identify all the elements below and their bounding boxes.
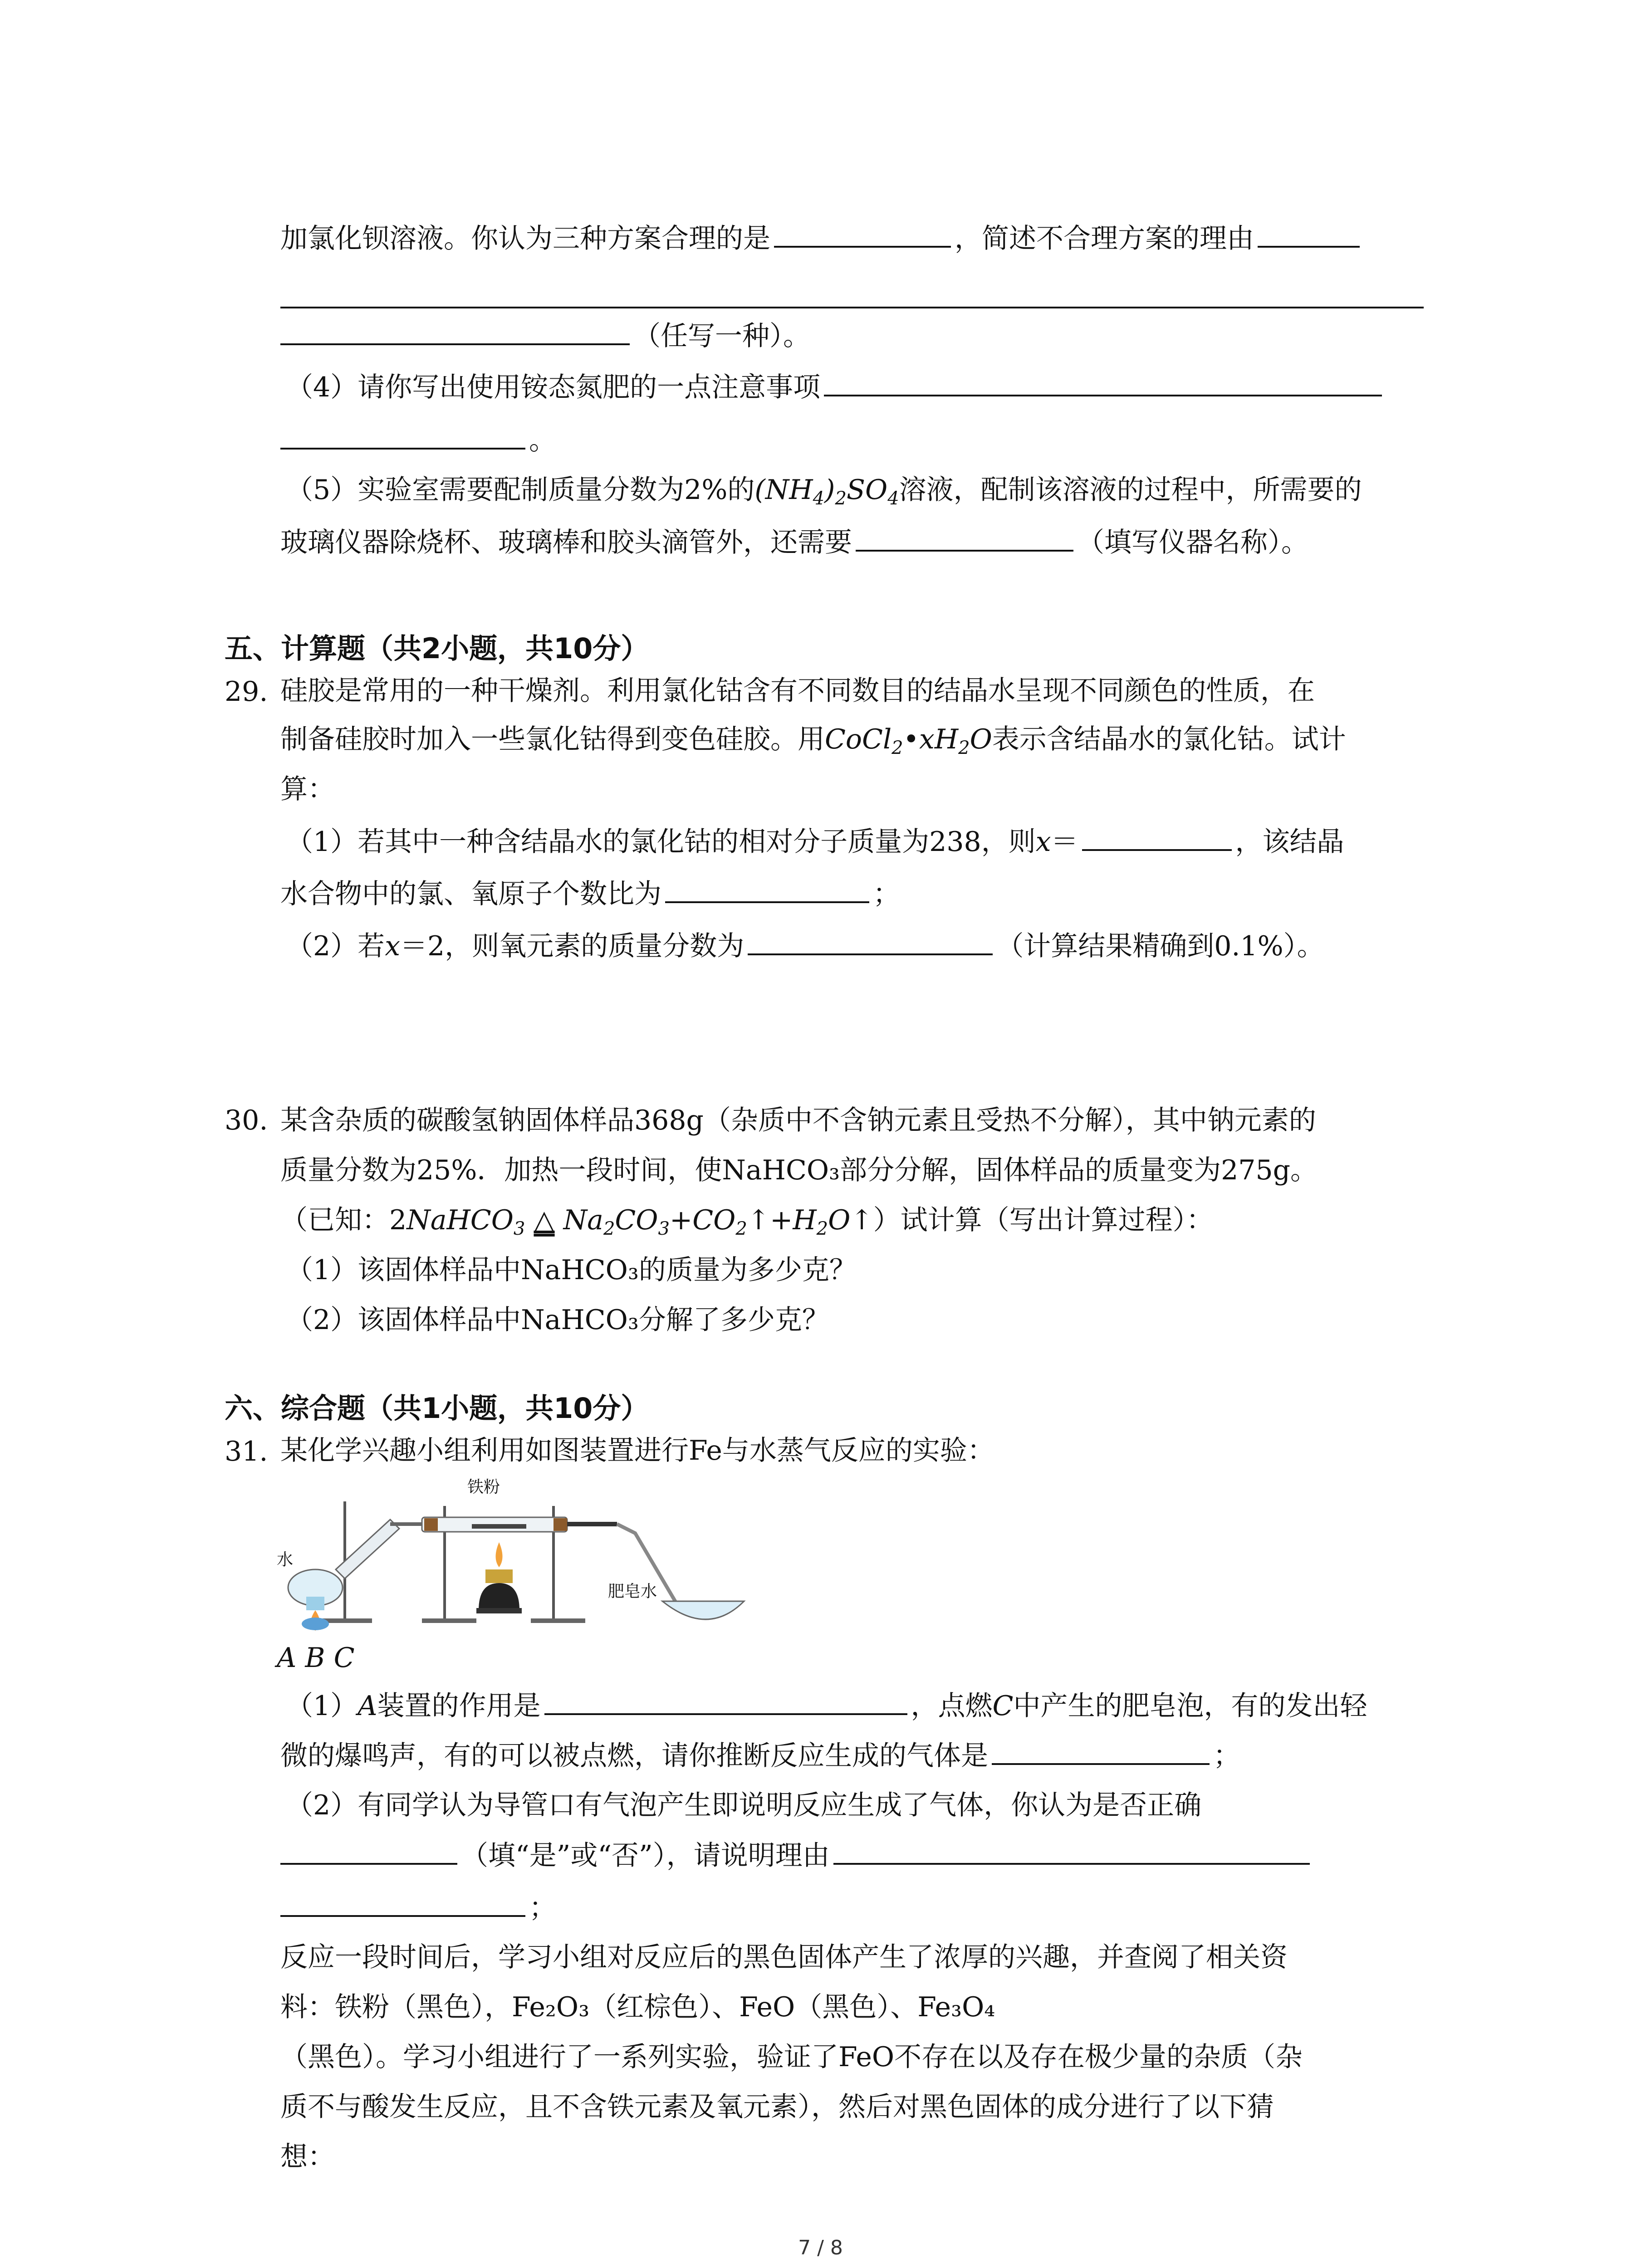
q30-line2: 质量分数为25%．加热一段时间，使NaHCO₃部分分解，固体样品的质量变为275g。: [280, 1154, 1318, 1186]
answer-blank[interactable]: [665, 873, 869, 903]
apparatus-figure: [272, 1474, 753, 1637]
answer-blank[interactable]: [1258, 218, 1360, 248]
answer-blank[interactable]: [280, 315, 630, 345]
figure-labels-abc: A B C: [277, 1642, 355, 1674]
question-number: 31.: [225, 1436, 268, 1467]
q28-part4: （4）请你写出使用铵态氮肥的一点注意事项: [286, 367, 1386, 408]
answer-blank[interactable]: [774, 218, 951, 248]
answer-blank[interactable]: [833, 1835, 1310, 1865]
q29-part1: （1）若其中一种含结晶水的氯化钴的相对分子质量为238，则x＝ ，该结晶: [286, 821, 1344, 862]
answer-blank[interactable]: [280, 1887, 525, 1917]
answer-blank[interactable]: [280, 307, 1424, 308]
q31-para1: 反应一段时间后，学习小组对反应后的黑色固体产生了浓厚的兴趣，并查阅了相关资: [280, 1941, 1288, 1973]
q31-para2: 料：铁粉（黑色），Fe₂O₃（红棕色）、FeO（黑色）、Fe₃O₄: [280, 1991, 995, 2023]
label-iron-powder: 铁粉: [467, 1478, 500, 1496]
q31-part2-end: ；: [280, 1887, 556, 1928]
answer-blank[interactable]: [748, 925, 993, 955]
answer-blank[interactable]: [1082, 821, 1232, 851]
section-heading: 五、计算题（共2小题，共10分）: [225, 632, 649, 665]
q28-line1: 加氯化钡溶液。你认为三种方案合理的是 ，简述不合理方案的理由: [280, 218, 1363, 259]
q29-part2: （2）若x＝2，则氧元素的质量分数为 （计算结果精确到0.1%）。: [286, 925, 1324, 967]
answer-blank[interactable]: [824, 367, 1382, 396]
answer-blank[interactable]: [856, 522, 1073, 552]
q31-para4: 质不与酸发生反应，且不含铁元素及氧元素），然后对黑色固体的成分进行了以下猜: [280, 2091, 1274, 2123]
q31-part1-cont: 微的爆鸣声，有的可以被点燃，请你推断反应生成的气体是 ；: [280, 1735, 1240, 1776]
q30-part1: （1）该固体样品中NaHCO₃的质量为多少克？: [286, 1254, 857, 1286]
q29-line2: 制备硅胶时加入一些氯化钴得到变色硅胶。用$CoCl_2•xH_2O$表示含结晶水的氯化钴。试计: [280, 723, 1346, 758]
q31-para5: 想：: [280, 2141, 335, 2173]
question-number: 29.: [225, 676, 268, 708]
question-number: 30.: [225, 1105, 268, 1136]
q30-line1: 某含杂质的碳酸氢钠固体样品368g（杂质中不含钠元素且受热不分解），其中钠元素的: [280, 1105, 1316, 1136]
q28-part5: （5）实验室需要配制质量分数为2%的$(NH_4)_2SO_4$溶液，配制该溶液的过程中，所需要的: [286, 474, 1362, 509]
q30-part2: （2）该固体样品中NaHCO₃分解了多少克？: [286, 1304, 829, 1336]
q28-part4-cont: 。: [280, 420, 556, 461]
label-soap-water: 肥皂水: [608, 1582, 657, 1601]
q30-line3: （已知：2NaHCO$_3$ △ $Na_2CO_3+CO_2↑+H_2O↑$）试计算（写出计算过程）：: [280, 1204, 1214, 1239]
label-water: 水: [277, 1550, 294, 1569]
page-number: 7 / 8: [798, 2236, 843, 2259]
q31-para3: （黑色）。学习小组进行了一系列实验，验证了FeO不存在以及存在极少量的杂质（杂: [280, 2041, 1303, 2073]
answer-blank[interactable]: [280, 1835, 457, 1865]
q29-line1: 硅胶是常用的一种干燥剂。利用氯化钴含有不同数目的结晶水呈现不同颜色的性质，在: [280, 675, 1315, 707]
q28-part5-cont: 玻璃仪器除烧杯、玻璃棒和胶头滴管外，还需要 （填写仪器名称）。: [280, 522, 1308, 563]
q31-part2: （2）有同学认为导管口有气泡产生即说明反应生成了气体，你认为是否正确: [286, 1789, 1202, 1821]
answer-blank[interactable]: [992, 1735, 1210, 1765]
q29-line3: 算：: [280, 773, 335, 805]
q31-part1: （1）A装置的作用是 ，点燃C中产生的肥皂泡，有的发出轻: [286, 1685, 1367, 1726]
answer-blank[interactable]: [544, 1685, 907, 1715]
q28-line3: （任写一种）。: [280, 315, 810, 357]
answer-blank[interactable]: [280, 420, 525, 450]
q31-line1: 某化学兴趣小组利用如图装置进行Fe与水蒸气反应的实验：: [280, 1435, 994, 1466]
section-heading: 六、综合题（共1小题，共10分）: [225, 1392, 649, 1425]
q29-part1-cont: 水合物中的氯、氧原子个数比为 ；: [280, 873, 900, 914]
q31-part2-cont: （填“是”或“否”），请说明理由: [280, 1835, 1313, 1876]
